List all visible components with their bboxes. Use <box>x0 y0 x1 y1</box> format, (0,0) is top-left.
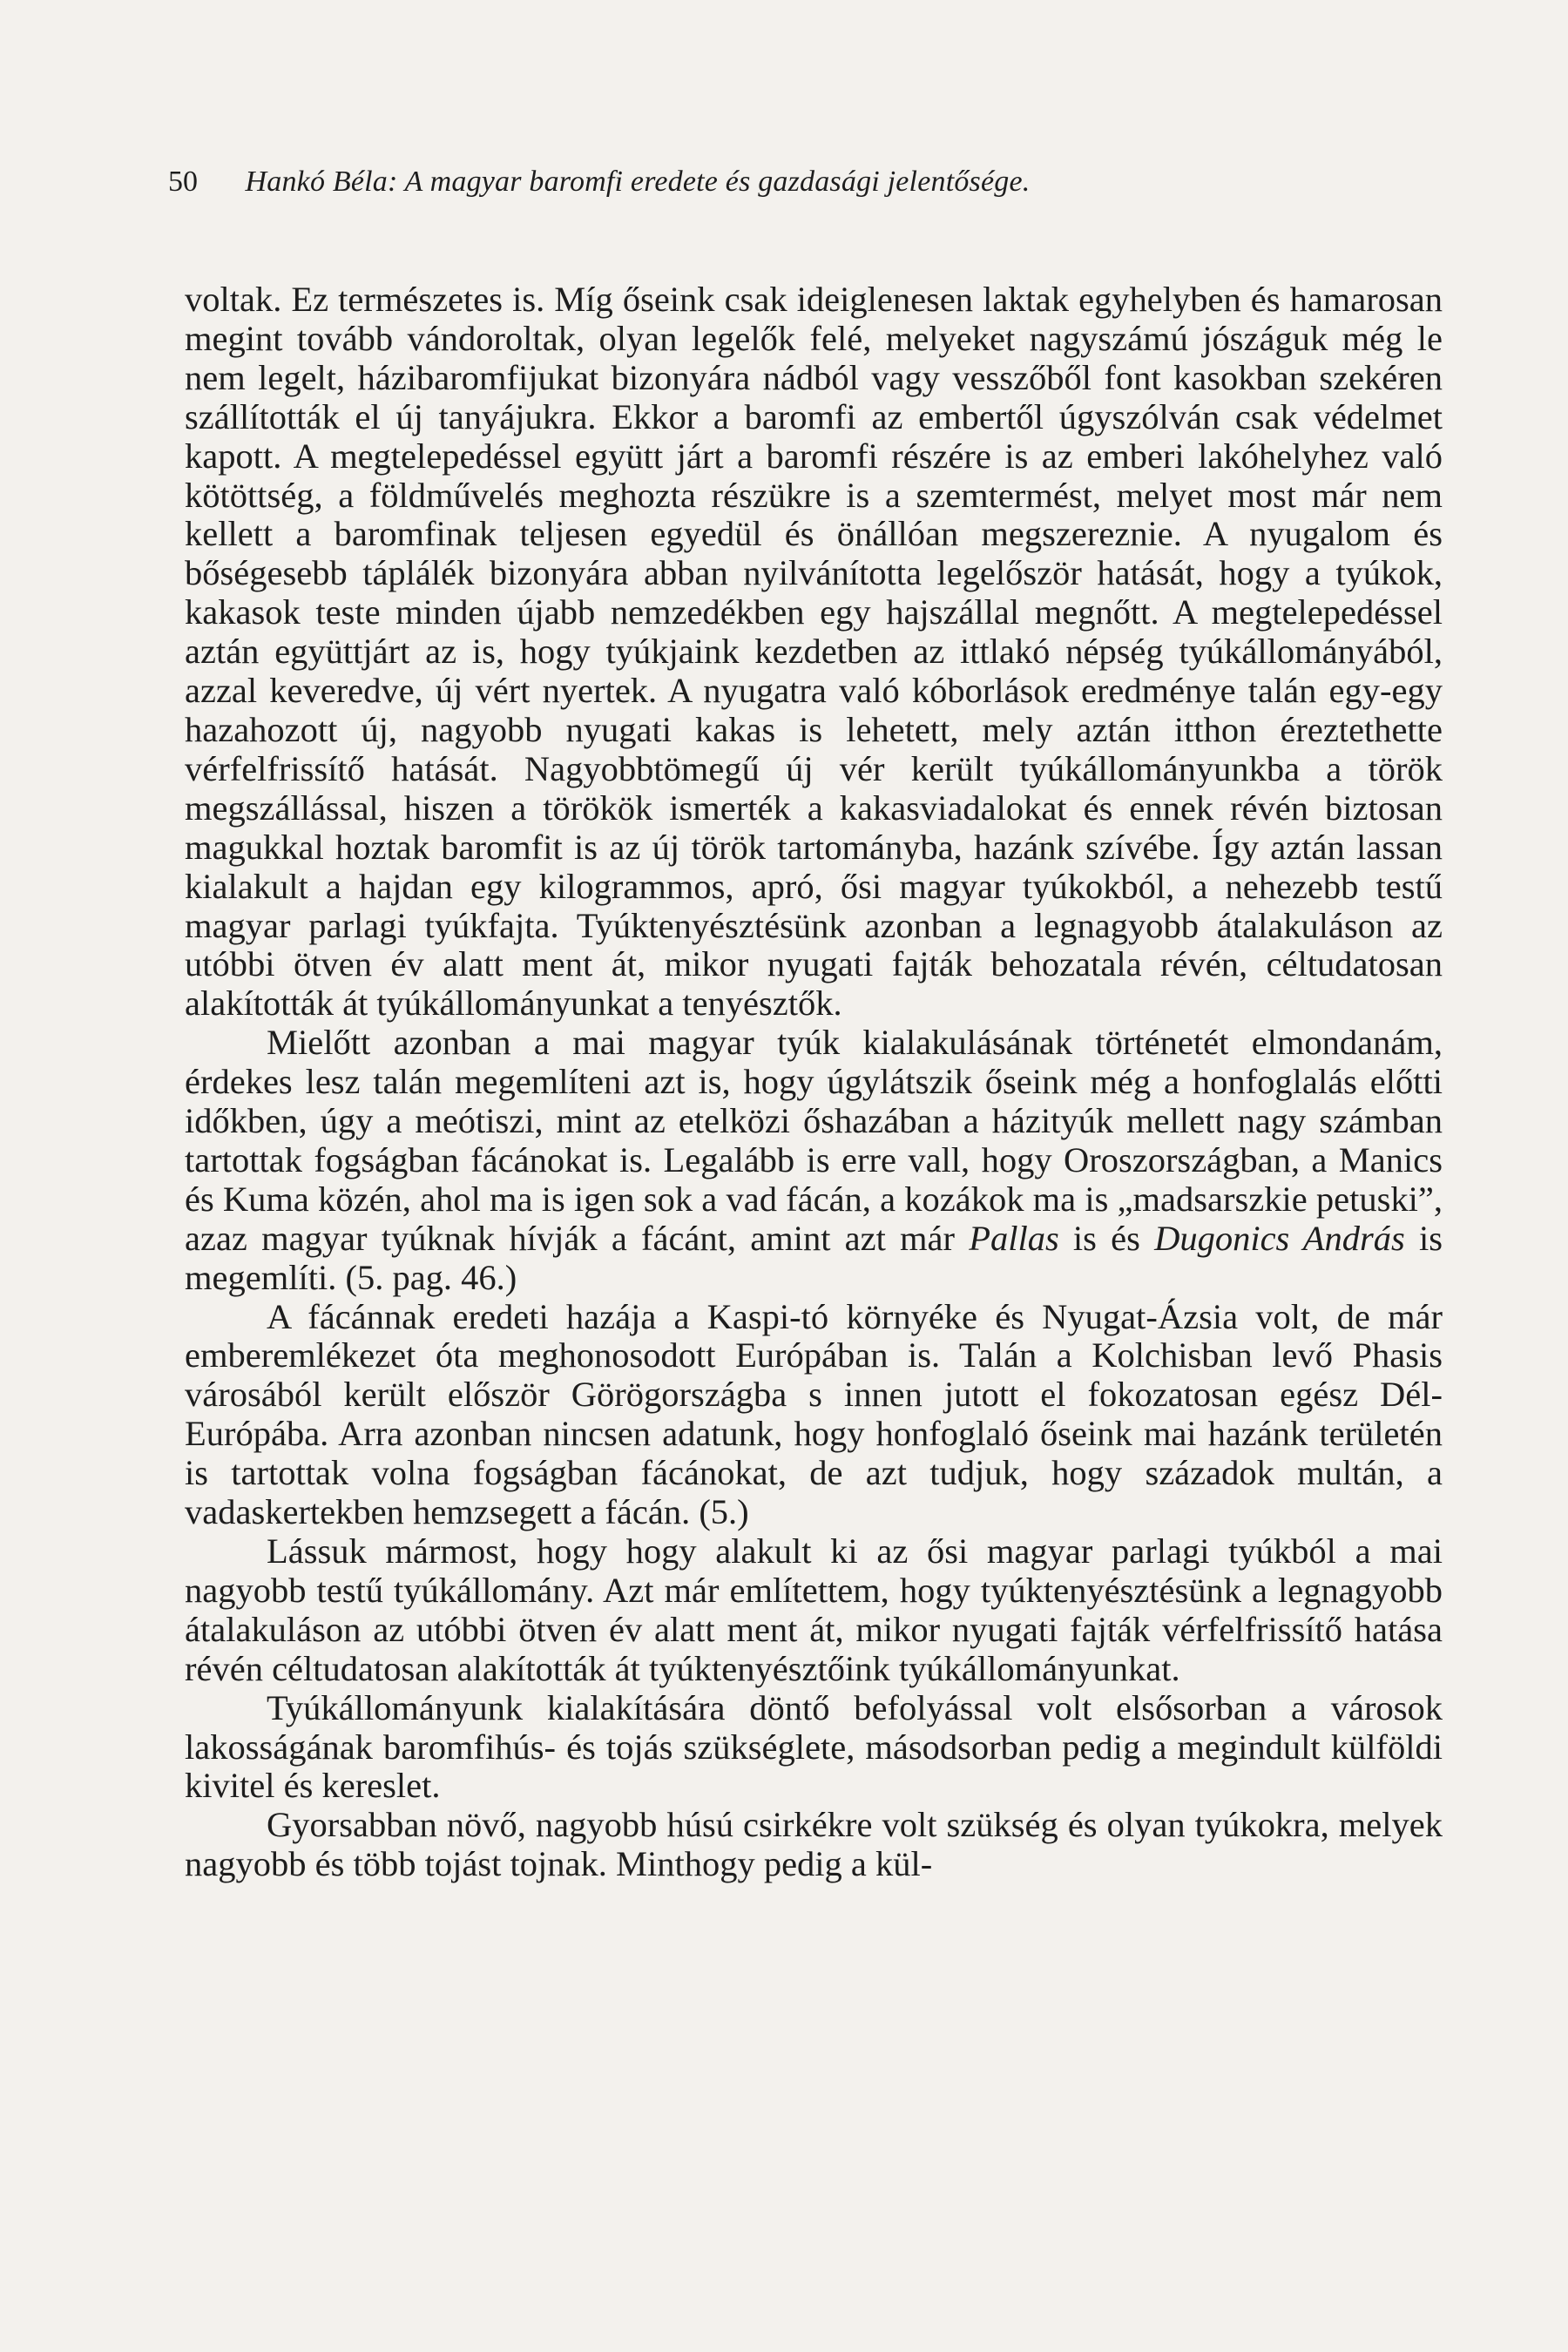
paragraph-2 <box>185 1024 1443 1297</box>
paragraph-5: Tyúkállományunk kialakítására döntő befolyással volt elsősorban a városok lakosságának baromfihús- és tojás szükséglete, másodsorban pedig a megindult külföldi kivitel és kereslet. <box>185 1687 1443 1806</box>
paragraph-2-text-b: is és <box>1058 1218 1155 1258</box>
author-name-dugonics: Dugonics András <box>1154 1218 1405 1258</box>
running-title: Hankó Béla: A magyar baromfi eredete és gazdasági jelentősége. <box>245 166 1031 198</box>
paragraph-2-text-a: Mielőtt azonban a mai magyar tyúk kialakulásának történetét elmondanám, érdekes lesz talán megemlíteni azt is, hogy úgylátszik őseink még a honfoglalás előtti időkben, úgy a meótiszi, mint az etelközi őshazában a házityúk mellett nagy számban tartottak fogságban fácánokat is. Legalább is erre vall, hogy Oroszországban, a Manics és Kuma közén, ahol ma is igen sok a vad fácán, a kozákok ma is „madsarszkie petuski”, azaz magyar tyúknak hívják a fácánt, amint azt már <box>185 1023 1443 1258</box>
paragraph-4: Lássuk mármost, hogy hogy alakult ki az ősi magyar parlagi tyúkból a mai nagyobb testű tyúkállomány. Azt már említettem, hogy tyúktenyésztésünk a legnagyobb átalakuláson az utóbbi ötven év alatt ment át, mikor nyugati fajták vérfelfrissítő hatása révén céltudatosan alakították át tyúktenyésztőink tyúkállományunkat. <box>185 1531 1443 1688</box>
body-text <box>185 280 1443 1884</box>
page-number: 50 <box>168 166 198 198</box>
paragraph-1: voltak. Ez természetes is. Míg őseink csak ideiglenesen laktak egyhelyben és hamarosan megint tovább vándoroltak, olyan legelők felé, melyeket nagyszámú jószáguk még le nem legelt, házibaromfijukat bizonyára nádból vagy vesszőből font kasokban szekéren szállították el új tanyájukra. Ekkor a baromfi az embertől úgyszólván csak védelmet kapott. A megtelepedéssel együtt járt a baromfi részére is az emberi lakóhelyhez való kötöttség, a földművelés meghozta részükre is a szemtermést, melyet most már nem kellett a baromfinak teljesen egyedül és önállóan megszereznie. A nyugalom és bőségesebb táplálék bizonyára abban nyilvánította legelőször hatását, hogy a tyúkok, kakasok teste minden újabb nemzedékben egy hajszállal megnőtt. A megtelepedéssel aztán együttjárt az is, hogy tyúkjaink kezdetben az ittlakó népség tyúkállományából, azzal keveredve, új vért nyertek. A nyugatra való kóborlások eredménye talán egy-egy hazahozott új, nagyobb nyugati kakas is lehetett, mely aztán itthon éreztethette vérfelfrissítő hatását. Nagyobbtömegű új vér került tyúkállományunkba a török megszállással, hiszen a törökök ismerték a kakasviadalokat és ennek révén biztosan magukkal hoztak baromfit is az új török tartományba, hazánk szívébe. Így aztán lassan kialakult a hajdan egy kilogrammos, apró, ősi magyar tyúkokból, a nehezebb testű magyar parlagi tyúkfajta. Tyúktenyésztésünk azonban a legnagyobb átalakuláson az utóbbi ötven év alatt ment át, mikor nyugati fajták behozatala révén, céltudatosan alakították át tyúkállományunkat a tenyésztők. <box>185 280 1443 1024</box>
paragraph-6: Gyorsabban növő, nagyobb húsú csirkékre volt szükség és olyan tyúkokra, melyek nagyobb és több tojást tojnak. Minthogy pedig a kül- <box>185 1805 1443 1884</box>
paragraph-2-text-c: is megemlíti. (5. pag. 46.) <box>185 1218 1443 1297</box>
author-name-pallas: Pallas <box>969 1218 1059 1258</box>
page-header <box>168 160 1405 204</box>
paragraph-3: A fácánnak eredeti hazája a Kaspi-tó környéke és Nyugat-Ázsia volt, de már emberemlékezet óta meghonosodott Európában is. Talán a Kolchisban levő Phasis városából került először Görögországba s innen jutott el fokozatosan egész Dél-Európába. Arra azonban nincsen adatunk, hogy honfoglaló őseink mai hazánk területén is tartottak volna fogságban fácánokat, de azt tudjuk, hogy századok multán, a vadaskertekben hemzsegett a fácán. (5.) <box>185 1296 1443 1532</box>
